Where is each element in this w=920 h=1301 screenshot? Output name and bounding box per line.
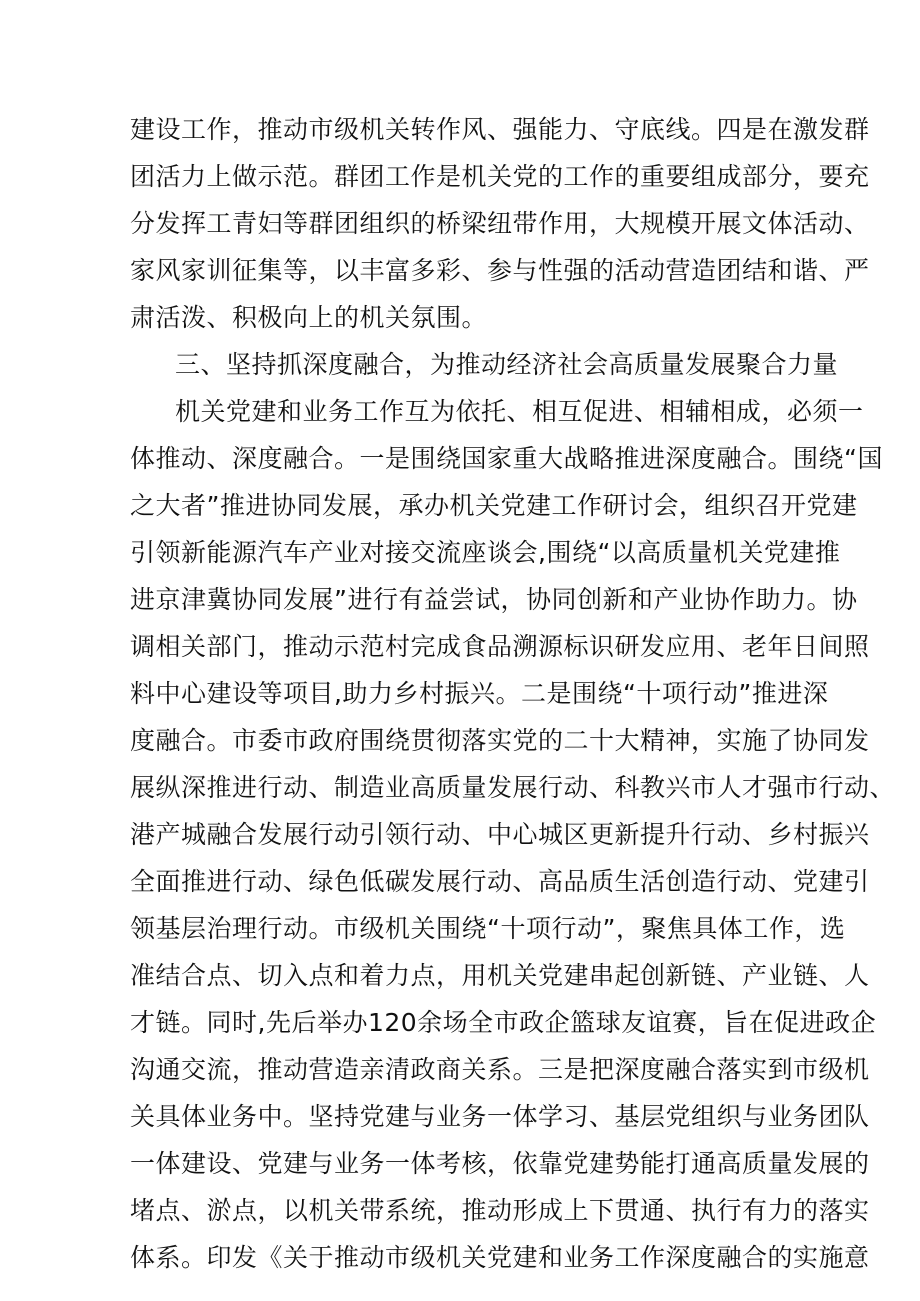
text-line: 肃活泼、积极向上的机关氛围。 [130, 303, 488, 332]
section-heading: 三、坚持抓深度融合，为推动经济社会高质量发展聚合力量 [175, 350, 839, 379]
text-line: 一体建设、党建与业务一体考核，依靠党建势能打通高质量发展的 [130, 1149, 870, 1178]
text-line: 准结合点、切入点和着力点，用机关党建串起创新链、产业链、人 [130, 961, 870, 990]
text-line: 体系。印发《关于推动市级机关党建和业务工作深度融合的实施意 [130, 1243, 870, 1272]
text-line: 关具体业务中。坚持党建与业务一体学习、基层党组织与业务团队 [130, 1102, 870, 1131]
text-line: 港产城融合发展行动引领行动、中心城区更新提升行动、乡村振兴 [130, 820, 870, 849]
text-line: 家风家训征集等，以丰富多彩、参与性强的活动营造团结和谐、严 [130, 256, 870, 285]
text-line: 全面推进行动、绿色低碳发展行动、高品质生活创造行动、党建引 [130, 867, 870, 896]
text-line: 建设工作，推动市级机关转作风、强能力、守底线。四是在激发群 [130, 115, 870, 144]
text-line: 堵点、淤点，以机关带系统，推动形成上下贯通、执行有力的落实 [130, 1196, 870, 1225]
text-line: 之大者”推进协同发展，承办机关党建工作研讨会，组织召开党建 [130, 491, 858, 520]
text-line: 机关党建和业务工作互为依托、相互促进、相辅相成，必须一 [175, 397, 864, 426]
text-line: 度融合。市委市政府围绕贯彻落实党的二十大精神，实施了协同发 [130, 726, 870, 755]
text-line: 展纵深推进行动、制造业高质量发展行动、科教兴市人才强市行动、 [130, 773, 896, 802]
text-line: 团活力上做示范。群团工作是机关党的工作的重要组成部分，要充 [130, 162, 870, 191]
text-line: 沟通交流，推动营造亲清政商关系。三是把深度融合落实到市级机 [130, 1055, 870, 1084]
text-line: 体推动、深度融合。一是围绕国家重大战略推进深度融合。围绕“国 [130, 444, 883, 473]
text-line: 料中心建设等项目,助力乡村振兴。二是围绕“十项行动”推进深 [130, 679, 829, 708]
text-line: 分发挥工青妇等群团组织的桥梁纽带作用，大规模开展文体活动、 [130, 209, 870, 238]
text-line: 领基层治理行动。市级机关围绕“十项行动”，聚焦具体工作，选 [130, 914, 846, 943]
text-line: 才链。同时,先后举办120余场全市政企篮球友谊赛，旨在促进政企 [130, 1008, 877, 1037]
text-line: 引领新能源汽车产业对接交流座谈会,围绕“以高质量机关党建推 [130, 538, 841, 567]
text-line: 进京津冀协同发展”进行有益尝试，协同创新和产业协作助力。协 [130, 585, 858, 614]
text-line: 调相关部门，推动示范村完成食品溯源标识研发应用、老年日间照 [130, 632, 870, 661]
